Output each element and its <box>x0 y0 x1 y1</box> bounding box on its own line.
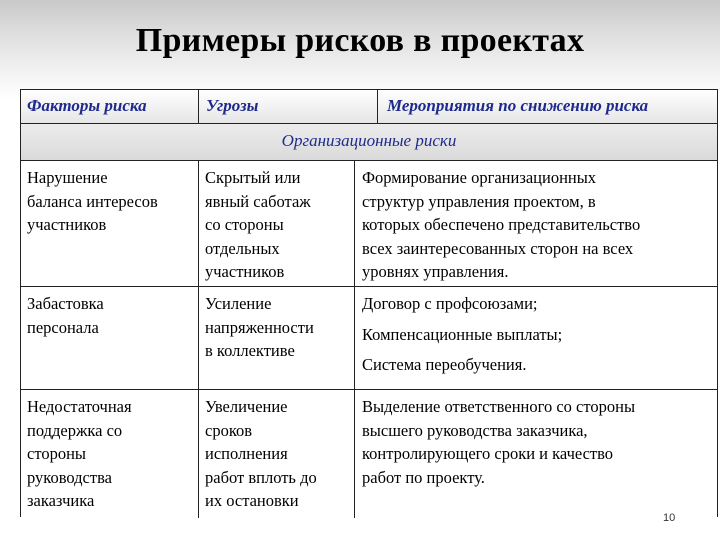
measures-cell <box>354 390 719 518</box>
section-organizational-risks: Организационные риски <box>21 124 717 161</box>
cell-line: Договор с профсоюзами; <box>362 294 538 313</box>
table-row <box>21 287 717 390</box>
cell-line: исполнения <box>205 444 288 463</box>
cell-line: участников <box>205 262 285 281</box>
slide-title: Примеры рисков в проектах <box>135 22 585 59</box>
risk-factor-cell <box>21 287 198 389</box>
threat-cell <box>198 161 354 286</box>
cell-line: напряженности <box>205 317 314 337</box>
cell-line: их остановки <box>205 491 299 510</box>
cell-line: Компенсационные выплаты; <box>362 324 563 344</box>
cell-line: Система переобучения. <box>362 355 527 374</box>
header-mitigation: Мероприятия по снижению риска <box>387 96 649 115</box>
cell-line: стороны <box>27 444 86 463</box>
risk-factor-cell <box>21 390 198 518</box>
cell-line: структур управления проектом, в <box>362 191 596 211</box>
cell-line: руководства <box>27 467 112 487</box>
cell-line: участников <box>27 215 107 234</box>
cell-line: работ по проекту. <box>362 467 485 487</box>
measures-cell <box>354 161 719 286</box>
header-divider <box>198 90 199 124</box>
cell-line: Усиление <box>205 294 272 313</box>
cell-line: контролирующего сроки и качество <box>362 444 614 463</box>
risk-table <box>20 89 718 517</box>
cell-line: поддержка со <box>27 420 123 440</box>
threat-cell <box>198 390 354 518</box>
cell-line: Формирование организационных <box>362 168 597 187</box>
cell-line: которых обеспечено представительство <box>362 215 641 234</box>
table-row <box>21 390 717 518</box>
table-row <box>21 161 717 287</box>
cell-line: явный саботаж <box>205 191 311 211</box>
cell-line: Увеличение <box>205 397 288 416</box>
threat-cell <box>198 287 354 389</box>
cell-line: в коллективе <box>205 341 295 360</box>
cell-line: Выделение ответственного со стороны <box>362 397 636 416</box>
measures-cell <box>354 287 719 389</box>
cell-line: со стороны <box>205 215 284 234</box>
table-header-row <box>21 90 717 124</box>
header-threats: Угрозы <box>206 96 259 115</box>
cell-line: сроков <box>205 420 253 440</box>
risk-factor-cell <box>21 161 198 286</box>
cell-line: Недостаточная <box>27 397 132 416</box>
header-divider <box>377 90 378 124</box>
cell-line: заказчика <box>27 491 95 510</box>
header-risk-factors: Факторы риска <box>27 96 147 115</box>
page-number: 10 <box>663 512 676 524</box>
cell-line: всех заинтересованных сторон на всех <box>362 238 634 258</box>
cell-line: персонала <box>27 317 99 337</box>
cell-line: отдельных <box>205 238 280 258</box>
cell-line: Нарушение <box>27 168 108 187</box>
cell-line: Забастовка <box>27 294 104 313</box>
cell-line: Скрытый или <box>205 168 301 187</box>
cell-line: работ вплоть до <box>205 467 317 487</box>
cell-line: уровнях управления. <box>362 262 509 281</box>
cell-line: высшего руководства заказчика, <box>362 420 588 440</box>
cell-line: баланса интересов <box>27 191 158 211</box>
